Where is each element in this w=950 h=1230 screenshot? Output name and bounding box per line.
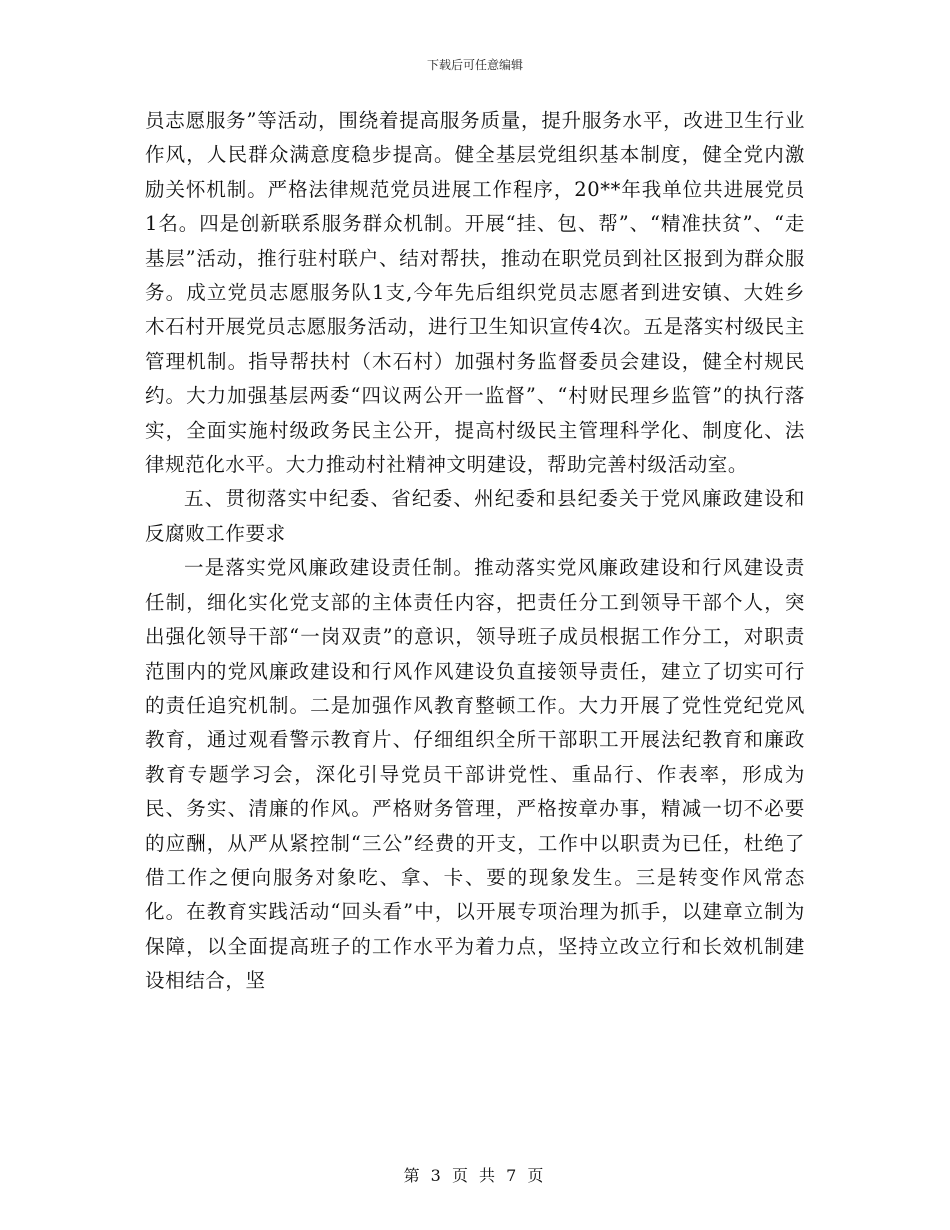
page-number: 第 3 页 共 7 页 [403, 1166, 547, 1185]
document-body [145, 104, 805, 999]
page-header: 下载后可任意编辑 [426, 58, 523, 72]
section-heading: 五、贯彻落实中纪委、省纪委、州纪委和县纪委关于党风廉政建设和反腐败工作要求 [145, 487, 805, 545]
paragraph-continuation: 员志愿服务”等活动，围绕着提高服务质量，提升服务水平，改进卫生行业作风，人民群众满意度稳步提高。健全基层党组织基本制度，健全党内激励关怀机制。严格法律规范党员进展工作程序，20**年我单位共进展党员1名。四是创新联系服务群众机制。开展“挂、包、帮”、“精准扶贫”、“走基层”活动，推行驻村联户、结对帮扶，推动在职党员到社区报到为群众服务。成立党员志愿服务队1支,今年先后组织党员志愿者到进安镇、大姓乡木石村开展党员志愿服务活动，进行卫生知识宣传4次。五是落实村级民主管理机制。指导帮扶村（木石村）加强村务监督委员会建设，健全村规民约。大力加强基层两委“四议两公开一监督”、“村财民理乡监管”的执行落实，全面实施村级政务民主公开，提高村级民主管理科学化、制度化、法律规范化水平。大力推动村社精神文明建设，帮助完善村级活动室。 [145, 109, 805, 477]
paragraph: 一是落实党风廉政建设责任制。推动落实党风廉政建设和行风建设责任制，细化实化党支部的主体责任内容，把责任分工到领导干部个人，突出强化领导干部“一岗双责”的意识，领导班子成员根据工作分工，对职责范围内的党风廉政建设和行风作风建设负直接领导责任，建立了切实可行的责任追究机制。二是加强作风教育整顿工作。大力开展了党性党纪党风教育，通过观看警示教育片、仔细组织全所干部职工开展法纪教育和廉政教育专题学习会，深化引导党员干部讲党性、重品行、作表率，形成为民、务实、清廉的作风。严格财务管理，严格按章办事，精减一切不必要的应酬，从严从紧控制“三公”经费的开支，工作中以职责为已任，杜绝了借工作之便向服务对象吃、拿、卡、要的现象发生。三是转变作风常态化。在教育实践活动“回头看”中，以开展专项治理为抓手，以建章立制为保障，以全面提高班子的工作水平为着力点，坚持立改立行和长效机制建设相结合，坚 [145, 556, 805, 993]
